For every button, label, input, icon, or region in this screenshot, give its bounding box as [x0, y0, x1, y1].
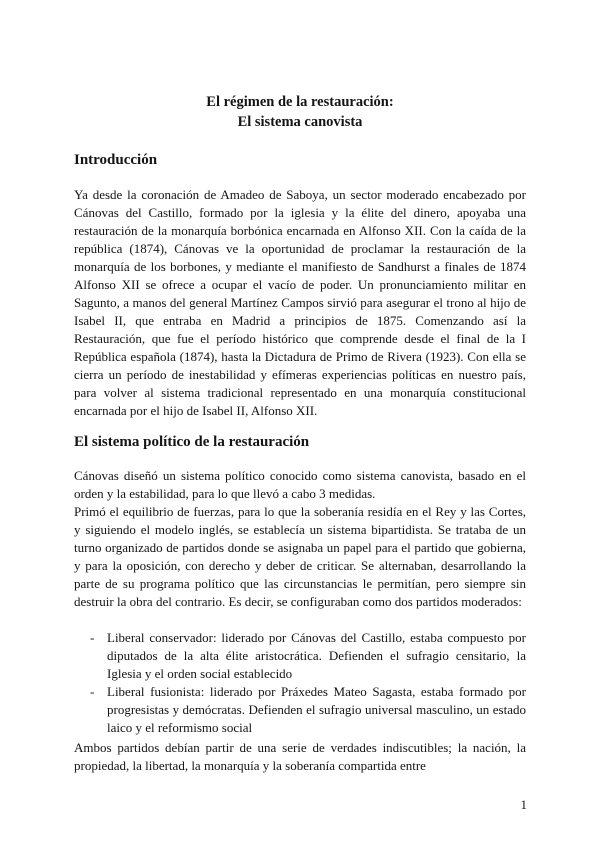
paragraph-introduccion: Ya desde la coronación de Amadeo de Saboya, un sector moderado encabezado por Cánovas del Castillo, formado por la iglesia y la élite del dinero, apoyaba una restauración de la monarquía borbónica encarnada en Alfonso XII. Con la caída de la república (1874), Cánovas ve la oportunidad de proclamar la restauración de la monarquía de los borbones, y mediante el manifiesto de Sandhurst a finales de 1874 Alfonso XII se ofrece a ocupar el vacío de poder. Un pronunciamiento militar en Sagunto, a manos del general Martínez Campos sirvió para asegurar el trono al hijo de Isabel II, que entraba en Madrid a principios de 1875. Comenzando así la Restauración, que fue el período histórico que comprende desde el final de la I República española (1874), hasta la Dictadura de Primo de Rivera (1923). Con ella se cierra un período de inestabilidad y efímeras experiencias políticas en nuestro país, para volver al sistema tradicional representado en una monarquía constitucional encarnada por el hijo de Isabel II, Alfonso XII. [74, 187, 526, 418]
title-line-2: El sistema canovista [237, 114, 363, 130]
heading-introduccion: Introducción [74, 152, 158, 168]
list-marker: - [90, 630, 95, 645]
list-item [74, 629, 526, 683]
list-item [74, 683, 526, 737]
paragraph-verdades-indiscutibles: Ambos partidos debían partir de una serie de verdades indiscutibles; la nación, la propiedad, la libertad, la monarquía y la soberanía compartida entre [74, 740, 526, 773]
document-title [0, 92, 600, 132]
party-list [74, 629, 526, 737]
title-line-1: El régimen de la restauración: [206, 94, 394, 110]
list-item-text: Liberal conservador: liderado por Cánovas del Castillo, estaba compuesto por diputados de la alta élite aristocrática. Defienden el sufragio censitario, la Iglesia y el orden social establecido [107, 630, 526, 681]
heading-sistema-politico: El sistema político de la restauración [74, 434, 310, 450]
list-item-text: Liberal fusionista: liderado por Práxedes Mateo Sagasta, estaba formado por progresistas y demócratas. Defienden el sufragio universal masculino, un estado laico y el reformismo social [107, 684, 526, 735]
page-number: 1 [520, 797, 527, 812]
list-marker: - [90, 684, 95, 699]
paragraph-sistema-canovista: Cánovas diseñó un sistema político conocido como sistema canovista, basado en el orden y la estabilidad, para lo que llevó a cabo 3 medidas. [74, 468, 526, 501]
paragraph-equilibrio-fuerzas: Primó el equilibrio de fuerzas, para lo que la soberanía residía en el Rey y las Cortes, y siguiendo el modelo inglés, se establecía un sistema bipartidista. Se trataba de un turno organizado de partidos donde se asignaba un papel para el partido que gobierna, y para la oposición, con derecho y deber de criticar. Se alternaban, desarrollando la parte de su programa político que las circunstancias le permitían, pero siempre sin destruir la obra del contrario. Es decir, se configuraban como dos partidos moderados: [74, 504, 526, 609]
